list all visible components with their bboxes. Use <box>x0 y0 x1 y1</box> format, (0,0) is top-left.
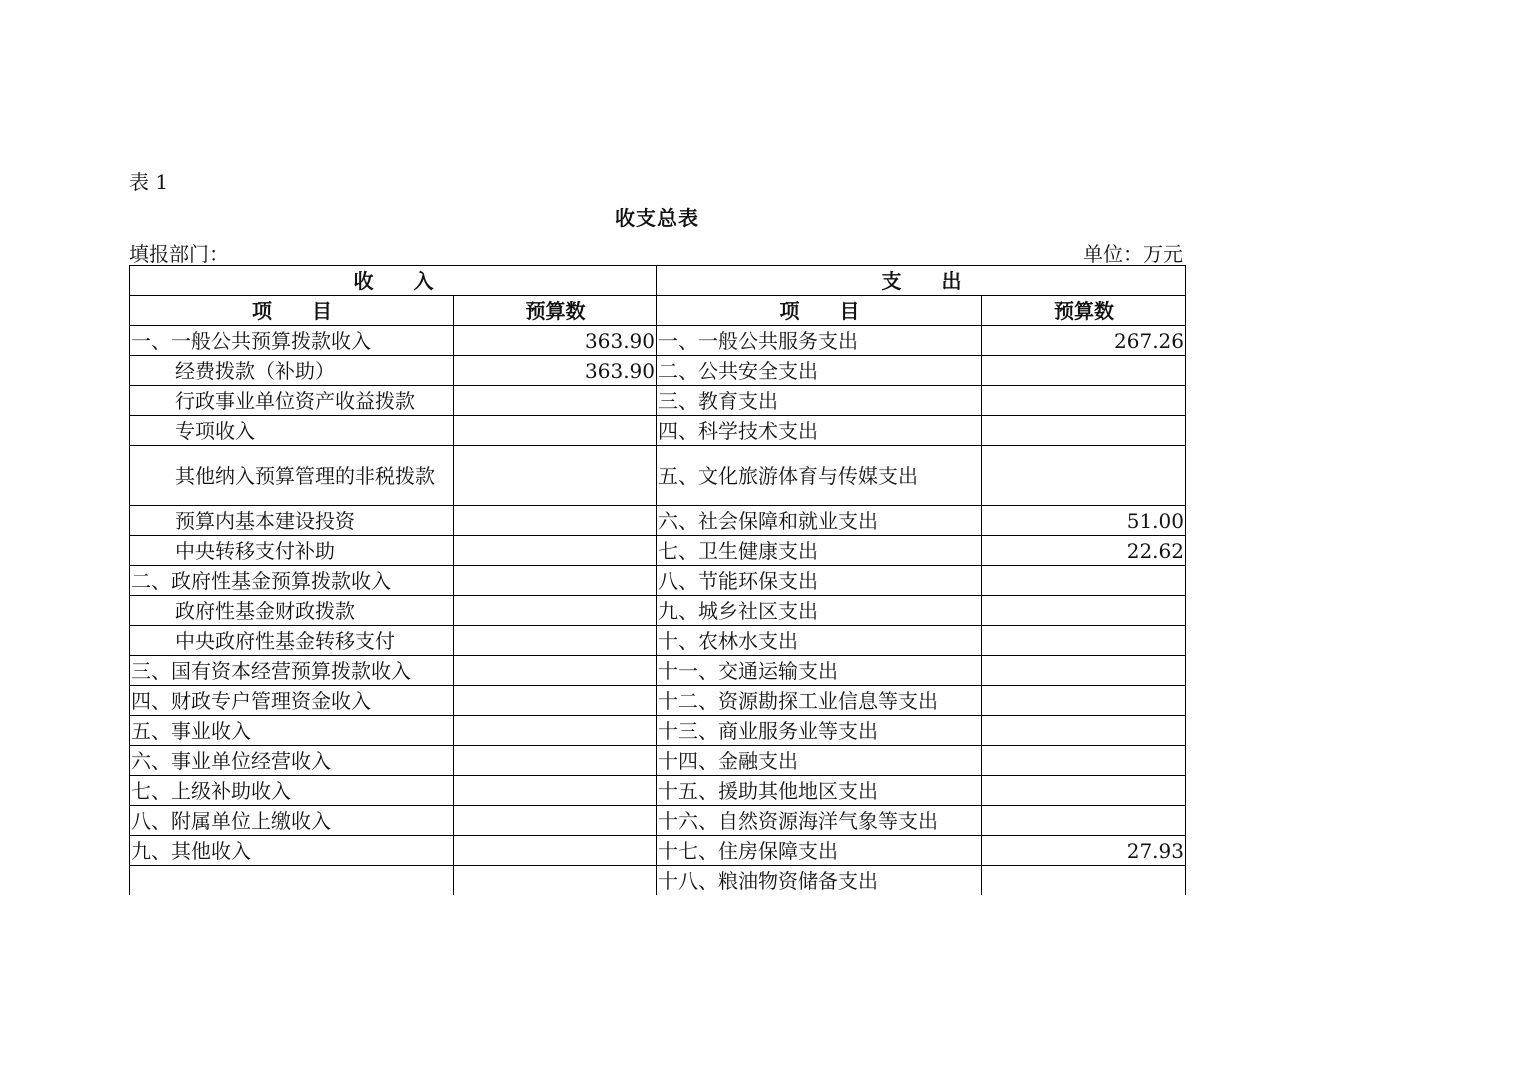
income-item-cell <box>130 866 454 896</box>
expense-value-cell <box>982 776 1186 806</box>
expense-section-header: 支 出 <box>657 266 1186 296</box>
income-item-cell: 预算内基本建设投资 <box>130 506 454 536</box>
expense-item-cell: 十二、资源勘探工业信息等支出 <box>657 686 982 716</box>
table-row <box>130 686 1186 716</box>
table-number: 表 1 <box>129 170 169 194</box>
expense-value-cell <box>982 356 1186 386</box>
income-item-cell: 七、上级补助收入 <box>130 776 454 806</box>
expense-item-cell: 六、社会保障和就业支出 <box>657 506 982 536</box>
income-value-cell <box>454 536 657 566</box>
expense-item-header: 项 目 <box>657 296 982 326</box>
income-budget-header: 预算数 <box>454 296 657 326</box>
income-item-cell: 专项收入 <box>130 416 454 446</box>
income-value-cell <box>454 656 657 686</box>
income-value-cell <box>454 386 657 416</box>
expense-item-cell: 四、科学技术支出 <box>657 416 982 446</box>
income-value-cell <box>454 836 657 866</box>
income-item-cell: 政府性基金财政拨款 <box>130 596 454 626</box>
income-item-cell: 三、国有资本经营预算拨款收入 <box>130 656 454 686</box>
income-item-cell: 行政事业单位资产收益拨款 <box>130 386 454 416</box>
income-value-cell <box>454 566 657 596</box>
dept-label: 填报部门： <box>129 242 229 266</box>
expense-item-cell: 十三、商业服务业等支出 <box>657 716 982 746</box>
expense-item-cell: 十五、援助其他地区支出 <box>657 776 982 806</box>
expense-item-cell: 十一、交通运输支出 <box>657 656 982 686</box>
expense-value-cell: 27.93 <box>982 836 1186 866</box>
income-item-cell: 一、一般公共预算拨款收入 <box>130 326 454 356</box>
page-title: 收支总表 <box>615 206 699 230</box>
income-value-cell <box>454 866 657 896</box>
column-header-row <box>130 296 1186 326</box>
table-row <box>130 566 1186 596</box>
income-item-cell: 四、财政专户管理资金收入 <box>130 686 454 716</box>
expense-item-cell: 三、教育支出 <box>657 386 982 416</box>
income-item-cell: 二、政府性基金预算拨款收入 <box>130 566 454 596</box>
table-row <box>130 596 1186 626</box>
expense-item-cell: 八、节能环保支出 <box>657 566 982 596</box>
expense-budget-header: 预算数 <box>982 296 1186 326</box>
expense-value-cell: 267.26 <box>982 326 1186 356</box>
table-row <box>130 776 1186 806</box>
income-item-cell: 九、其他收入 <box>130 836 454 866</box>
expense-value-cell <box>982 806 1186 836</box>
expense-value-cell <box>982 386 1186 416</box>
income-value-cell <box>454 626 657 656</box>
expense-value-cell <box>982 596 1186 626</box>
expense-value-cell <box>982 446 1186 506</box>
income-value-cell <box>454 506 657 536</box>
expense-value-cell <box>982 626 1186 656</box>
expense-value-cell <box>982 416 1186 446</box>
income-value-cell <box>454 446 657 506</box>
income-value-cell <box>454 686 657 716</box>
expense-item-cell: 十四、金融支出 <box>657 746 982 776</box>
expense-item-cell: 十、农林水支出 <box>657 626 982 656</box>
income-item-header: 项 目 <box>130 296 454 326</box>
expense-item-cell: 十七、住房保障支出 <box>657 836 982 866</box>
table-row <box>130 626 1186 656</box>
income-value-cell <box>454 776 657 806</box>
table-row <box>130 836 1186 866</box>
expense-item-cell: 二、公共安全支出 <box>657 356 982 386</box>
table-row <box>130 386 1186 416</box>
income-value-cell <box>454 596 657 626</box>
table-row <box>130 416 1186 446</box>
table-row <box>130 446 1186 506</box>
expense-item-cell: 七、卫生健康支出 <box>657 536 982 566</box>
income-item-cell: 中央政府性基金转移支付 <box>130 626 454 656</box>
income-item-cell: 八、附属单位上缴收入 <box>130 806 454 836</box>
income-value-cell: 363.90 <box>454 326 657 356</box>
table-row <box>130 326 1186 356</box>
expense-value-cell <box>982 716 1186 746</box>
table-row <box>130 866 1186 896</box>
income-item-cell: 六、事业单位经营收入 <box>130 746 454 776</box>
expense-item-cell: 五、文化旅游体育与传媒支出 <box>657 446 982 506</box>
income-section-header: 收 入 <box>130 266 657 296</box>
expense-value-cell <box>982 686 1186 716</box>
expense-value-cell: 51.00 <box>982 506 1186 536</box>
expense-item-cell: 九、城乡社区支出 <box>657 596 982 626</box>
income-value-cell: 363.90 <box>454 356 657 386</box>
expense-value-cell: 22.62 <box>982 536 1186 566</box>
income-value-cell <box>454 806 657 836</box>
expense-value-cell <box>982 866 1186 896</box>
table-row <box>130 806 1186 836</box>
expense-value-cell <box>982 656 1186 686</box>
expense-value-cell <box>982 746 1186 776</box>
income-value-cell <box>454 746 657 776</box>
unit-label: 单位：万元 <box>1083 242 1183 266</box>
expense-value-cell <box>982 566 1186 596</box>
table-row <box>130 536 1186 566</box>
table-row <box>130 356 1186 386</box>
section-header-row <box>130 266 1186 296</box>
expense-item-cell: 一、一般公共服务支出 <box>657 326 982 356</box>
expense-item-cell: 十八、粮油物资储备支出 <box>657 866 982 896</box>
income-item-cell <box>130 446 454 506</box>
income-item-text: 其他纳入预算管理的非税拨款 <box>175 463 435 488</box>
income-item-cell: 中央转移支付补助 <box>130 536 454 566</box>
table-row <box>130 506 1186 536</box>
income-item-cell: 五、事业收入 <box>130 716 454 746</box>
expense-item-cell: 十六、自然资源海洋气象等支出 <box>657 806 982 836</box>
income-item-cell: 经费拨款（补助） <box>130 356 454 386</box>
income-value-cell <box>454 716 657 746</box>
table-row <box>130 716 1186 746</box>
table-row <box>130 656 1186 686</box>
budget-summary-table <box>129 265 1186 895</box>
table-row <box>130 746 1186 776</box>
income-value-cell <box>454 416 657 446</box>
